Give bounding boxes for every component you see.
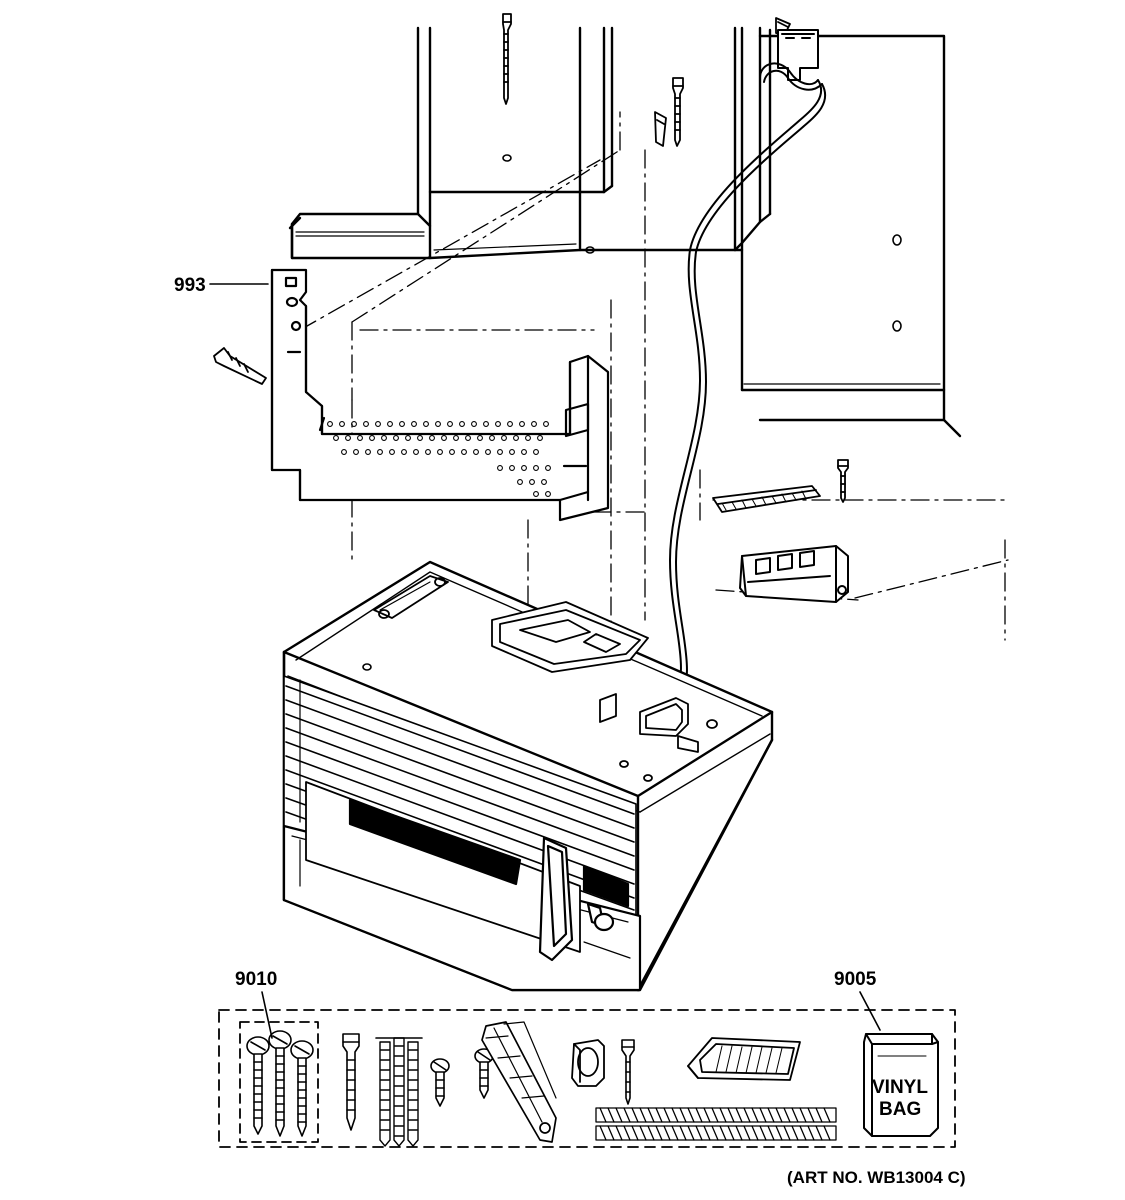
mounting-screw: [214, 348, 266, 384]
vinyl-bag-label-line1: VINYL: [872, 1077, 928, 1098]
top-vent-grille: [713, 486, 820, 512]
long-screws: [247, 1031, 313, 1136]
toggle-bolts: [376, 1038, 422, 1146]
callout-label-993: 993: [174, 275, 206, 296]
vinyl-bag-label-line2: BAG: [879, 1099, 922, 1120]
callout-label-9010: 9010: [235, 969, 278, 990]
top-screw-1: [503, 14, 511, 104]
damper-screw: [838, 460, 848, 502]
grommet-bushing: [572, 1040, 604, 1086]
top-screw-2: [673, 78, 683, 146]
damper-assembly: [740, 546, 848, 602]
callout-label-9005: 9005: [834, 969, 877, 990]
art-number-note: (ART NO. WB13004 C): [787, 1168, 966, 1187]
mounting-plate: [272, 270, 608, 520]
small-clip-part: [655, 112, 666, 146]
